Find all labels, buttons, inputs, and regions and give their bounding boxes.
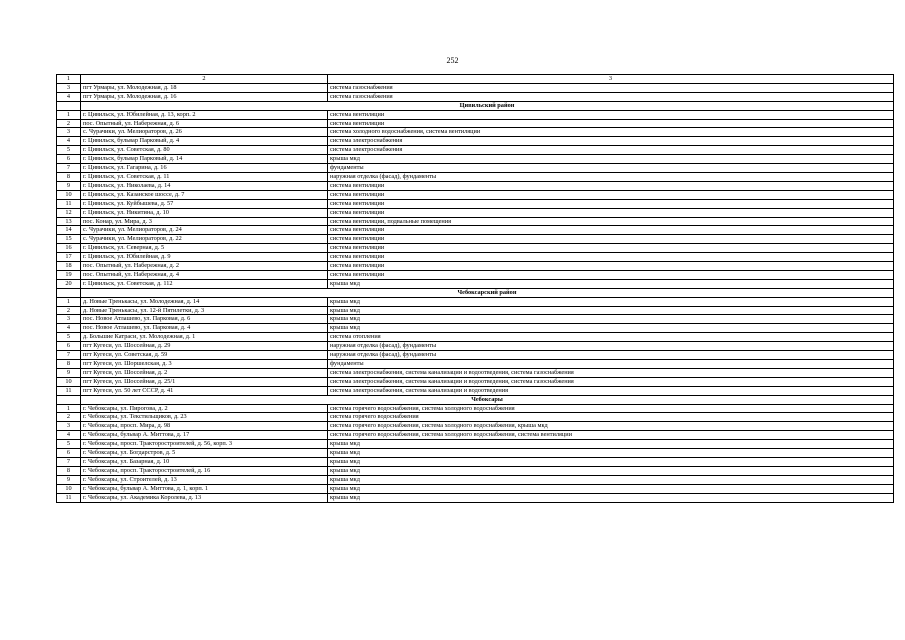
row-work-type: система вентиляции	[328, 253, 894, 262]
row-address: г. Чебоксары, просп. Тракторостроителей, д. 16	[81, 466, 328, 475]
header-row	[57, 75, 894, 84]
row-number: 5	[57, 440, 81, 449]
table-row	[57, 475, 894, 484]
row-work-type: система вентиляции	[328, 208, 894, 217]
row-address: пос. Опытный, ул. Набережная, д. 2	[81, 262, 328, 271]
row-work-type: система газоснабжения	[328, 83, 894, 92]
row-work-type: система вентиляции	[328, 244, 894, 253]
table-row	[57, 226, 894, 235]
row-number: 8	[57, 360, 81, 369]
row-work-type: система электроснабжения, система канализации и водоотведения	[328, 386, 894, 395]
row-work-type: система электроснабжения, система канализации и водоотведения, система газоснабжения	[328, 368, 894, 377]
section-empty-cell	[57, 288, 81, 297]
row-address: г. Чебоксары, ул. Текстильщиков, д. 23	[81, 413, 328, 422]
row-work-type: крыша мкд	[328, 457, 894, 466]
row-work-type: крыша мкд	[328, 449, 894, 458]
table-row	[57, 199, 894, 208]
row-address: пос. Новое Атлашево, ул. Парковая, д. 6	[81, 315, 328, 324]
table-row	[57, 360, 894, 369]
row-work-type: наружная отделка (фасад), фундаменты	[328, 351, 894, 360]
row-number: 7	[57, 457, 81, 466]
table-row	[57, 172, 894, 181]
row-number: 5	[57, 333, 81, 342]
row-number: 4	[57, 324, 81, 333]
row-work-type: крыша мкд	[328, 306, 894, 315]
table-row	[57, 351, 894, 360]
row-work-type: система вентиляции	[328, 119, 894, 128]
row-address: г. Чебоксары, бульвар А. Миттова, д. 17	[81, 431, 328, 440]
row-address: г. Чебоксары, бульвар А. Миттова, д. 1, корп. 1	[81, 484, 328, 493]
row-work-type: система вентиляции	[328, 270, 894, 279]
table-row	[57, 270, 894, 279]
header-col-address: 2	[81, 75, 328, 84]
table-body	[57, 75, 894, 503]
row-address: г. Цивильск, бульвар Парковый, д. 14	[81, 155, 328, 164]
row-number: 2	[57, 119, 81, 128]
table-row	[57, 190, 894, 199]
table-row	[57, 244, 894, 253]
row-number: 4	[57, 92, 81, 101]
row-address: пгт Кугеси, ул. Шоссейная, д. 25/1	[81, 377, 328, 386]
table-row	[57, 208, 894, 217]
row-number: 11	[57, 199, 81, 208]
section-title: Цивильский район	[81, 101, 894, 110]
row-work-type: система отопления	[328, 333, 894, 342]
row-number: 12	[57, 208, 81, 217]
row-work-type: система электроснабжения	[328, 137, 894, 146]
row-address: пос. Опытный, ул. Набережная, д. 4	[81, 270, 328, 279]
row-address: г. Цивильск, ул. Никитина, д. 10	[81, 208, 328, 217]
row-number: 18	[57, 262, 81, 271]
row-work-type: система вентиляции	[328, 181, 894, 190]
row-work-type: крыша мкд	[328, 324, 894, 333]
table-row	[57, 431, 894, 440]
row-work-type: система электроснабжения	[328, 146, 894, 155]
table-row	[57, 315, 894, 324]
row-work-type: система вентиляции	[328, 199, 894, 208]
row-number: 15	[57, 235, 81, 244]
row-work-type: система горячего водоснабжения, система холодного водоснабжения	[328, 404, 894, 413]
section-empty-cell	[57, 395, 81, 404]
row-work-type: система вентиляции	[328, 235, 894, 244]
table-row	[57, 484, 894, 493]
row-address: г. Цивильск, бульвар Парковый, д. 4	[81, 137, 328, 146]
row-number: 6	[57, 449, 81, 458]
row-work-type: крыша мкд	[328, 155, 894, 164]
table-row	[57, 146, 894, 155]
table-row	[57, 404, 894, 413]
row-number: 7	[57, 164, 81, 173]
row-number: 3	[57, 422, 81, 431]
section-empty-cell	[57, 101, 81, 110]
row-number: 6	[57, 342, 81, 351]
row-address: пгт Урмары, ул. Молодежная, д. 16	[81, 92, 328, 101]
row-work-type: наружная отделка (фасад), фундаменты	[328, 342, 894, 351]
table-row	[57, 128, 894, 137]
row-number: 8	[57, 172, 81, 181]
row-address: с. Чурачики, ул. Мелиораторов, д. 26	[81, 128, 328, 137]
table-row	[57, 466, 894, 475]
row-address: д. Большие Катраси, ул. Молодежная, д. 1	[81, 333, 328, 342]
row-work-type: крыша мкд	[328, 297, 894, 306]
row-address: пгт Кугеси, ул. 50 лет СССР, д. 41	[81, 386, 328, 395]
row-address: с. Чурачики, ул. Мелиораторов, д. 22	[81, 235, 328, 244]
row-work-type: крыша мкд	[328, 475, 894, 484]
table-row	[57, 493, 894, 502]
row-address: пгт Кугеси, ул. Шоссейная, д. 29	[81, 342, 328, 351]
row-number: 3	[57, 83, 81, 92]
row-address: пгт Урмары, ул. Молодежная, д. 18	[81, 83, 328, 92]
row-work-type: система вентиляции	[328, 190, 894, 199]
row-number: 9	[57, 181, 81, 190]
row-number: 2	[57, 306, 81, 315]
table-row	[57, 181, 894, 190]
header-col-number: 1	[57, 75, 81, 84]
section-title: Чебоксары	[81, 395, 894, 404]
table-row	[57, 155, 894, 164]
table-row	[57, 324, 894, 333]
row-number: 3	[57, 128, 81, 137]
row-address: пгт Кугеси, ул. Шоршелская, д. 3	[81, 360, 328, 369]
row-work-type: крыша мкд	[328, 484, 894, 493]
row-address: пгт Кугеси, ул. Шоссейная, д. 2	[81, 368, 328, 377]
table-row	[57, 333, 894, 342]
table-row	[57, 386, 894, 395]
row-address: д. Новые Тренькасы, ул. Молодежная, д. 14	[81, 297, 328, 306]
row-address: г. Цивильск, ул. Казанское шоссе, д. 7	[81, 190, 328, 199]
row-number: 4	[57, 431, 81, 440]
row-address: г. Цивильск, ул. Юбилейная, д. 13, корп. 2	[81, 110, 328, 119]
row-address: пос. Конар, ул. Мира, д. 3	[81, 217, 328, 226]
row-work-type: система вентиляции	[328, 226, 894, 235]
row-address: с. Чурачики, ул. Мелиораторов, д. 24	[81, 226, 328, 235]
table-row	[57, 279, 894, 288]
row-work-type: система газоснабжения	[328, 92, 894, 101]
row-work-type: крыша мкд	[328, 315, 894, 324]
row-address: г. Цивильск, ул. Юбилейная, д. 9	[81, 253, 328, 262]
row-number: 13	[57, 217, 81, 226]
section-title: Чебоксарский район	[81, 288, 894, 297]
row-work-type: система горячего водоснабжения, система холодного водоснабжения, система вентиляции	[328, 431, 894, 440]
row-number: 10	[57, 484, 81, 493]
table-row	[57, 83, 894, 92]
table-row	[57, 137, 894, 146]
table-row	[57, 164, 894, 173]
row-work-type: система вентиляции	[328, 262, 894, 271]
table-row	[57, 449, 894, 458]
row-address: г. Цивильск, ул. Гагарина, д. 16	[81, 164, 328, 173]
table-row	[57, 342, 894, 351]
row-address: пгт Кугеси, ул. Советская, д. 59	[81, 351, 328, 360]
row-number: 1	[57, 110, 81, 119]
row-number: 14	[57, 226, 81, 235]
table-row	[57, 217, 894, 226]
row-number: 2	[57, 413, 81, 422]
row-work-type: система электроснабжения, система канализации и водоотведения, система газоснабжения	[328, 377, 894, 386]
row-address: пос. Новое Атлашево, ул. Парковая, д. 4	[81, 324, 328, 333]
row-address: г. Чебоксары, ул. Академика Королева, д. 13	[81, 493, 328, 502]
row-number: 6	[57, 155, 81, 164]
table-row	[57, 235, 894, 244]
row-address: г. Чебоксары, ул. Богдарстров, д. 5	[81, 449, 328, 458]
row-address: д. Новые Тренькасы, ул. 12-й Пятилетки, д. 3	[81, 306, 328, 315]
header-col-work: 3	[328, 75, 894, 84]
table-row	[57, 368, 894, 377]
row-number: 5	[57, 146, 81, 155]
row-address: г. Цивильск, ул. Советская, д. 112	[81, 279, 328, 288]
table-row	[57, 297, 894, 306]
row-work-type: система холодного водоснабжения, система вентиляции	[328, 128, 894, 137]
row-address: г. Чебоксары, просп. Тракторостроителей, д. 56, корп. 3	[81, 440, 328, 449]
row-number: 9	[57, 475, 81, 484]
row-address: г. Чебоксары, просп. Мира, д. 98	[81, 422, 328, 431]
table-row	[57, 253, 894, 262]
row-number: 3	[57, 315, 81, 324]
row-number: 17	[57, 253, 81, 262]
row-number: 1	[57, 297, 81, 306]
section-header-row	[57, 101, 894, 110]
section-header-row	[57, 288, 894, 297]
row-address: г. Цивильск, ул. Николаева, д. 14	[81, 181, 328, 190]
row-work-type: наружная отделка (фасад), фундаменты	[328, 172, 894, 181]
row-number: 19	[57, 270, 81, 279]
table-row	[57, 377, 894, 386]
row-work-type: крыша мкд	[328, 279, 894, 288]
row-work-type: система вентиляции, подвальные помещения	[328, 217, 894, 226]
row-address: г. Цивильск, ул. Северная, д. 5	[81, 244, 328, 253]
row-number: 11	[57, 386, 81, 395]
row-work-type: фундаменты	[328, 360, 894, 369]
section-header-row	[57, 395, 894, 404]
row-number: 10	[57, 190, 81, 199]
table-row	[57, 306, 894, 315]
row-work-type: система горячего водоснабжения, система холодного водоснабжения, крыша мкд	[328, 422, 894, 431]
row-number: 7	[57, 351, 81, 360]
row-work-type: крыша мкд	[328, 493, 894, 502]
row-work-type: крыша мкд	[328, 440, 894, 449]
row-number: 8	[57, 466, 81, 475]
row-address: г. Цивильск, ул. Куйбышева, д. 57	[81, 199, 328, 208]
row-number: 4	[57, 137, 81, 146]
table-row	[57, 457, 894, 466]
table-row	[57, 119, 894, 128]
row-address: г. Чебоксары, ул. Базарная, д. 10	[81, 457, 328, 466]
table-row	[57, 422, 894, 431]
row-work-type: система вентиляции	[328, 110, 894, 119]
table-row	[57, 92, 894, 101]
row-number: 20	[57, 279, 81, 288]
row-work-type: система горячего водоснабжения	[328, 413, 894, 422]
row-address: пос. Опытный, ул. Набережная, д. 6	[81, 119, 328, 128]
page-number: 252	[446, 56, 459, 65]
row-address: г. Цивильск, ул. Советская, д. 11	[81, 172, 328, 181]
row-number: 16	[57, 244, 81, 253]
row-address: г. Цивильск, ул. Советская, д. 80	[81, 146, 328, 155]
row-address: г. Чебоксары, ул. Пирогова, д. 2	[81, 404, 328, 413]
row-number: 10	[57, 377, 81, 386]
row-work-type: фундаменты	[328, 164, 894, 173]
repair-register-table	[56, 74, 894, 503]
table-row	[57, 110, 894, 119]
row-number: 11	[57, 493, 81, 502]
row-number: 1	[57, 404, 81, 413]
table-row	[57, 262, 894, 271]
row-work-type: крыша мкд	[328, 466, 894, 475]
row-address: г. Чебоксары, ул. Строителей, д. 13	[81, 475, 328, 484]
table-row	[57, 413, 894, 422]
table-row	[57, 440, 894, 449]
row-number: 9	[57, 368, 81, 377]
